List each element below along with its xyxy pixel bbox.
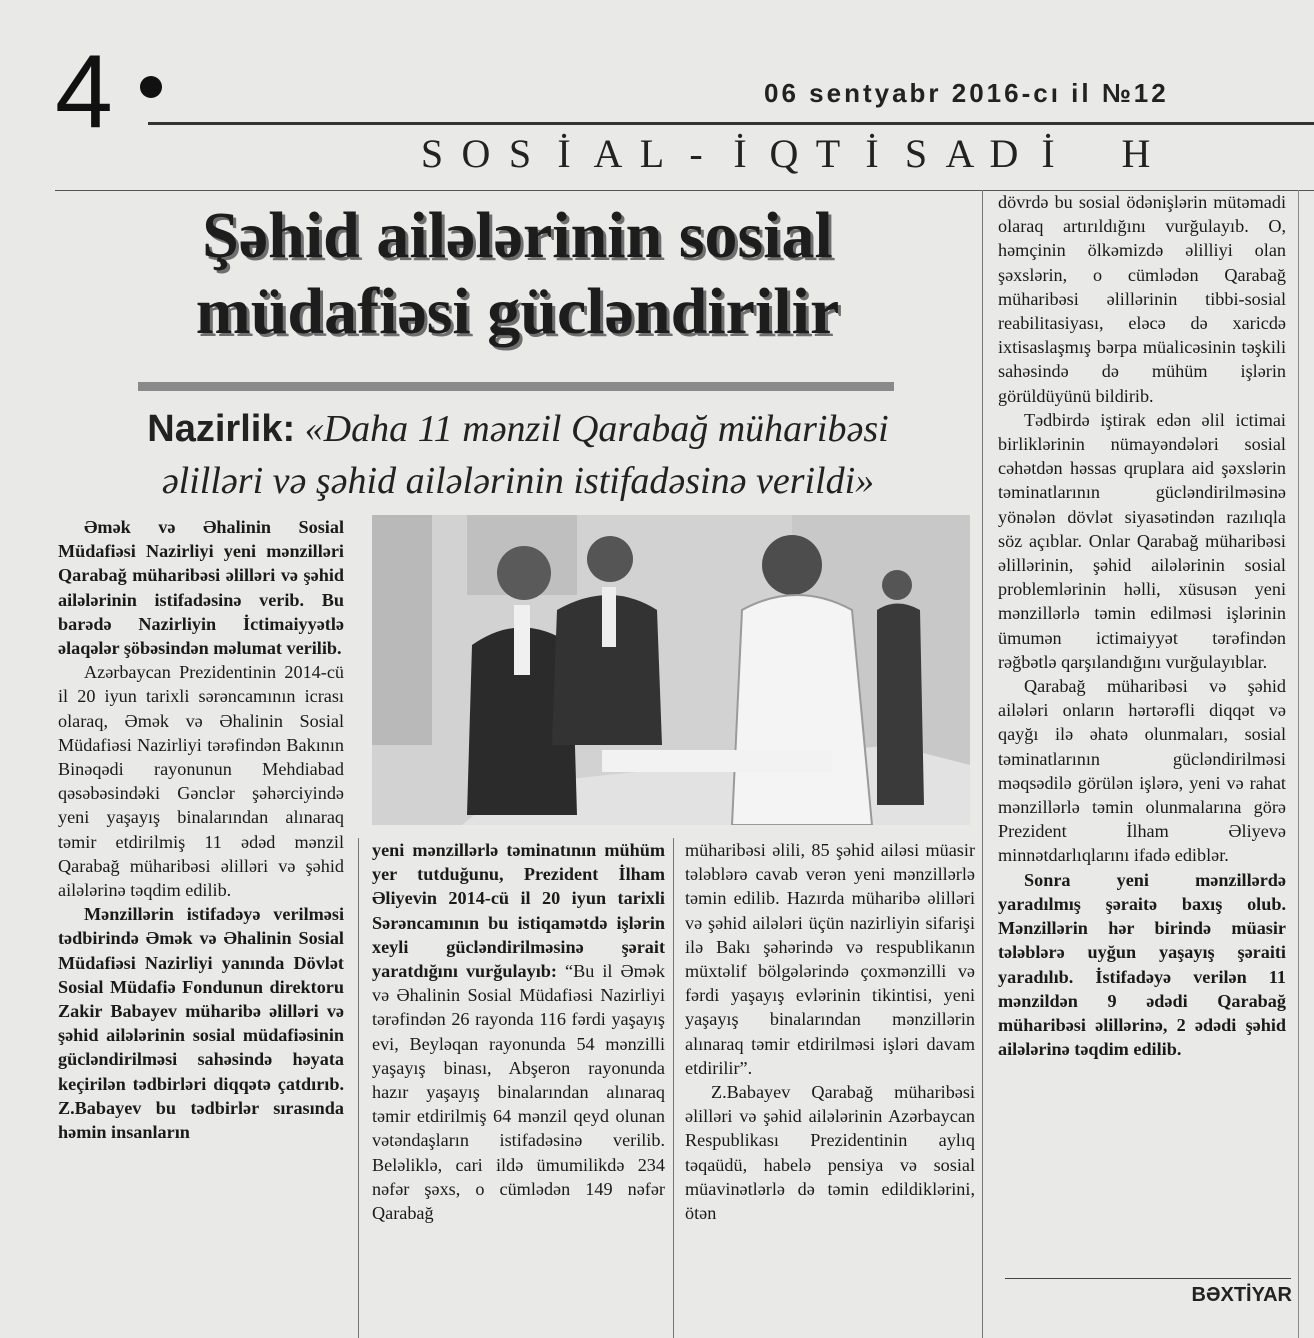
section-title-letter: S	[420, 131, 444, 176]
author-byline: BƏXTİYAR	[1191, 1284, 1292, 1306]
body-paragraph: Tədbirdə iştirak edən əlil ictimai birliklərinin nümayəndələri sosial cəhətdən həssas qruplara aid şəxslərin təminatlarının gücləndirilməsinə yönələn dövlət siyasətindən razılıqla söz açıblar. Onlar Qarabağ müharibəsi əlillərinin, şəhid ailələrinin sosial problemlərinin həlli, xüsusən yeni mənzillərlə təmin edilməsi işlərinin ümumən ictimaiyyət tərəfindən rəğbətlə qarşılandığını vurğulayıblar.	[998, 409, 1286, 672]
article-column-1	[58, 515, 344, 1144]
body-paragraph: Mənzillərin istifadəyə verilməsi tədbirində Əmək və Əhalinin Sosial Müdafiəsi Nazirliyi yanında Dövlət Sosial Müdafiə Fondunun direktoru Zakir Babayev müharibə əlilləri və şəhid ailələrinin sosial müdafiəsinin gücləndirilməsi sahəsində həyata keçirilən tədbirləri diqqətə çatdırıb. Z.Babayev bu tədbirlər sırasında həmin insanların	[58, 904, 344, 1143]
lead-paragraph: Əmək və Əhalinin Sosial Müdafiəsi Nazirliyi yeni mənzilləri Qarabağ müharibəsi əlilləri və şəhid ailələrinin istifadəsinə verib. Bu barədə Nazirliyin İctimaiyyətlə əlaqələr şöbəsindən məlumat verilib.	[58, 517, 344, 659]
column-divider	[1298, 190, 1299, 1338]
body-paragraph: Azərbaycan Prezidentinin 2014-cü il 20 iyun tarixli sərəncamının icrası olaraq, Əmək və Əhalinin Sosial Müdafiəsi Nazirliyi tərəfindən Bakının Binəqədi rayonunun Mehdiabad qəsəbəsindəki Gənclər şəhərciyində yeni yaşayış binalarından alınaraq təmir etdirilmiş 11 ədəd mənzil Qarabağ müharibəsi əlilləri və şəhid ailələrinə təqdim edilib.	[58, 662, 344, 901]
section-title-letter: A	[593, 131, 623, 176]
headline	[60, 198, 975, 350]
article-column-3	[685, 838, 975, 1225]
page-number-bullet	[140, 76, 162, 98]
column-divider	[982, 190, 983, 1338]
photo-illustration	[372, 515, 970, 825]
subheadline-quote-line-2: əlilləri və şəhid ailələrinin istifadəsinə verildi»	[161, 460, 875, 502]
author-divider	[1005, 1278, 1291, 1279]
body-paragraph: müharibəsi əlili, 85 şəhid ailəsi müasir tələblərə cavab verən yeni mənzillərlə təmin edilib. Hazırda müharibə əlilləri və şəhid ailələri üçün nazirliyin sifarişi ilə Bakı şəhərində və respublikanın müxtəlif bölgələrində çoxmənzilli və fərdi yaşayış evlərinin tikintisi, yeni yaşayış binalarından mənzillərin alınaraq təmir etdirilməsi işləri davam etdirilir”.	[685, 840, 975, 1078]
body-paragraph-quote: “Bu il Əmək və Əhalinin Sosial Müdafiəsi Nazirliyi tərəfindən 26 rayonda 116 fərdi yaşayış evi, Beyləqan rayonunda 54 mənzilli yaşayış binası, Abşeron rayonunda hazır yaşayış binalarından alınaraq təmir etdirilmiş 64 mənzil qeyd olunan vətəndaşların istifadəsinə verilib. Beləliklə, cari ildə ümumilikdə 234 nəfər şəxs, o cümlədən 149 nəfər Qarabağ	[372, 961, 665, 1224]
body-paragraph: Z.Babayev Qarabağ müharibəsi əlilləri və şəhid ailələrinin Azərbaycan Respublikası Prezidentinin aylıq təqaüdü, habelə pensiya və sosial müavinətlərlə də təmin edildiklərini, ötən	[685, 1082, 975, 1224]
section-title-letter: H	[1121, 131, 1151, 176]
subheadline	[78, 403, 958, 507]
column-divider	[358, 838, 359, 1338]
section-title-letter: L	[639, 131, 665, 176]
body-paragraph: Sonra yeni mənzillərdə yaradılmış şəraitə baxış olub. Mənzillərin hər birində müasir tələblərə uyğun yaşayış şəraiti yaradılıb. İstifadəyə verilən 11 mənzildən 9 ədədi Qarabağ müharibəsi əlillərinə, 2 ədədi şəhid ailələrinə təqdim edilib.	[998, 869, 1286, 1060]
article-column-2	[372, 838, 665, 1225]
subheadline-quote-line-1: «Daha 11 mənzil Qarabağ müharibəsi	[304, 408, 889, 450]
body-paragraph: Qarabağ müharibəsi və şəhid ailələri onların hərtərəfli diqqət və qayğı ilə əhatə olunmaları, sosial təminatlarının gücləndirilməsi məqsədilə görülən işlərə, yeni və rahat mənzillərlə təmin olunmalarına görə Prezident İlham Əliyevə minnətdarlıqlarını ifadə ediblər.	[998, 676, 1286, 866]
headline-line-2: müdafiəsi gücləndirilir	[195, 275, 840, 348]
section-title-letter: Q	[769, 131, 799, 176]
article-photo	[372, 515, 970, 825]
section-title-letter: İ	[733, 131, 747, 176]
headline-underline-bar	[138, 382, 894, 391]
column-divider	[673, 838, 674, 1338]
page-number: 4	[55, 34, 113, 150]
section-title-letter: S	[904, 131, 928, 176]
section-title-letter: S	[508, 131, 532, 176]
body-paragraph	[372, 838, 665, 1225]
section-title-letter: İ	[865, 131, 879, 176]
headline-line-1: Şəhid ailələrinin sosial	[202, 199, 833, 272]
masthead-rule	[148, 122, 1314, 125]
body-paragraph-bold: yeni mənzillərlə təminatının mühüm yer tutduğunu, Prezident İlham Əliyevin 2014-cü il 20 iyun tarixli Sərəncamının bu istiqamətdə işlərin xeyli gücləndirilməsinə şərait yaratdığını vurğulayıb:	[372, 840, 665, 982]
section-title-letter: O	[461, 131, 491, 176]
article-column-4	[998, 190, 1286, 1061]
section-title-letter: İ	[557, 131, 571, 176]
section-title-letter: İ	[1041, 131, 1055, 176]
subheadline-label: Nazirlik:	[147, 408, 296, 450]
section-title	[410, 130, 1158, 177]
section-title-letter: -	[689, 131, 703, 176]
body-paragraph: dövrdə bu sosial ödənişlərin mütəmadi olaraq artırıldığını vurğulayıb. O, həmçinin ölkəmizdə əlilliyi olan şəxslərin, o cümlədən Qarabağ müharibəsi əlillərinin tibbi-sosial reabilitasiyası, eləcə də xaricdə ixtisaslaşmış bərpa müalicəsinin təşkili sahəsində də mühüm işlərin görüldüyünü bildirib.	[998, 192, 1286, 406]
section-title-letter: D	[989, 131, 1019, 176]
section-title-letter: A	[945, 131, 975, 176]
issue-date: 06 sentyabr 2016-cı il №12	[764, 78, 1169, 108]
section-title-letter: T	[815, 131, 841, 176]
